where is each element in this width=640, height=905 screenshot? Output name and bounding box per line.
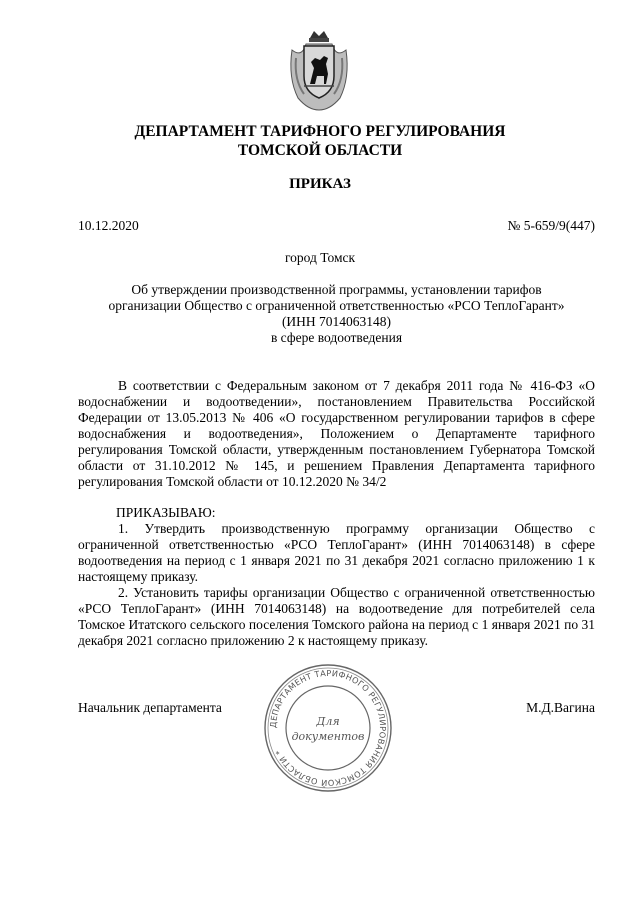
subject-line-4: в сфере водоотведения: [270, 330, 403, 345]
tomsk-coat-of-arms-icon: [284, 28, 354, 112]
order-item-1: 1. Утвердить производственную программу организации Общество с ограниченной ответственностью «РСО ТеплоГарант» (ИНН 7014063148) в сфере водоотведения на период с 1 января 2021 по 31 декабря 2021 согласно приложению 1 к настоящему приказу.: [78, 521, 595, 584]
department-line-2: ТОМСКОЙ ОБЛАСТИ: [237, 142, 403, 159]
department-name: [60, 122, 580, 160]
document-type: ПРИКАЗ: [289, 176, 351, 192]
signer-title: Начальник департамента: [78, 700, 222, 715]
signer-name: М.Д.Вагина: [526, 700, 595, 715]
city: город Томск: [284, 250, 356, 265]
preamble-paragraph: В соответствии с Федеральным законом от 7 декабря 2011 года № 416-ФЗ «О водоснабжении и водоотведении», постановлением Правительства Российской Федерации от 13.05.2013 № 406 «О государственном регулировании тарифов в сфере водоснабжения и водоотведения», Положением о Департаменте тарифного регулирования Томской области, утвержденным постановлением Губернатора Томской области от 31.10.2012 № 145, и решением Правления Департамента тарифного регулирования Томской области от 10.12.2020 № 34/2: [78, 378, 595, 489]
orders-label: ПРИКАЗЫВАЮ:: [116, 505, 216, 520]
stamp-center-line-2: документов: [291, 730, 365, 743]
subject-line-3: (ИНН 7014063148): [281, 314, 392, 329]
subject-line-2: организации Общество с ограниченной ответственностью «РСО ТеплоГарант»: [108, 298, 565, 313]
order-subject: [78, 282, 595, 346]
subject-line-1: Об утверждении производственной программы, установлении тарифов: [131, 282, 542, 297]
order-number: № 5-659/9(447): [507, 218, 595, 233]
round-stamp: [262, 662, 394, 794]
stamp-center-line-1: Для: [316, 715, 340, 728]
department-line-1: ДЕПАРТАМЕНТ ТАРИФНОГО РЕГУЛИРОВАНИЯ: [134, 123, 506, 140]
svg-text:ДЕПАРТАМЕНТ ТАРИФНОГО РЕГУЛИРО: ДЕПАРТАМЕНТ ТАРИФНОГО РЕГУЛИРОВАНИЯ ТОМСКОЙ ОБЛАСТИ *: [267, 667, 389, 789]
order-date: 10.12.2020: [78, 218, 139, 233]
order-item-2: 2. Установить тарифы организации Общество с ограниченной ответственностью «РСО ТеплоГарант» (ИНН 7014063148) на водоотведение для потребителей села Томское Итатского сельского поселения Томского района на период с 1 января 2021 по 31 декабря 2021 согласно приложению 2 к настоящему приказу.: [78, 585, 595, 648]
